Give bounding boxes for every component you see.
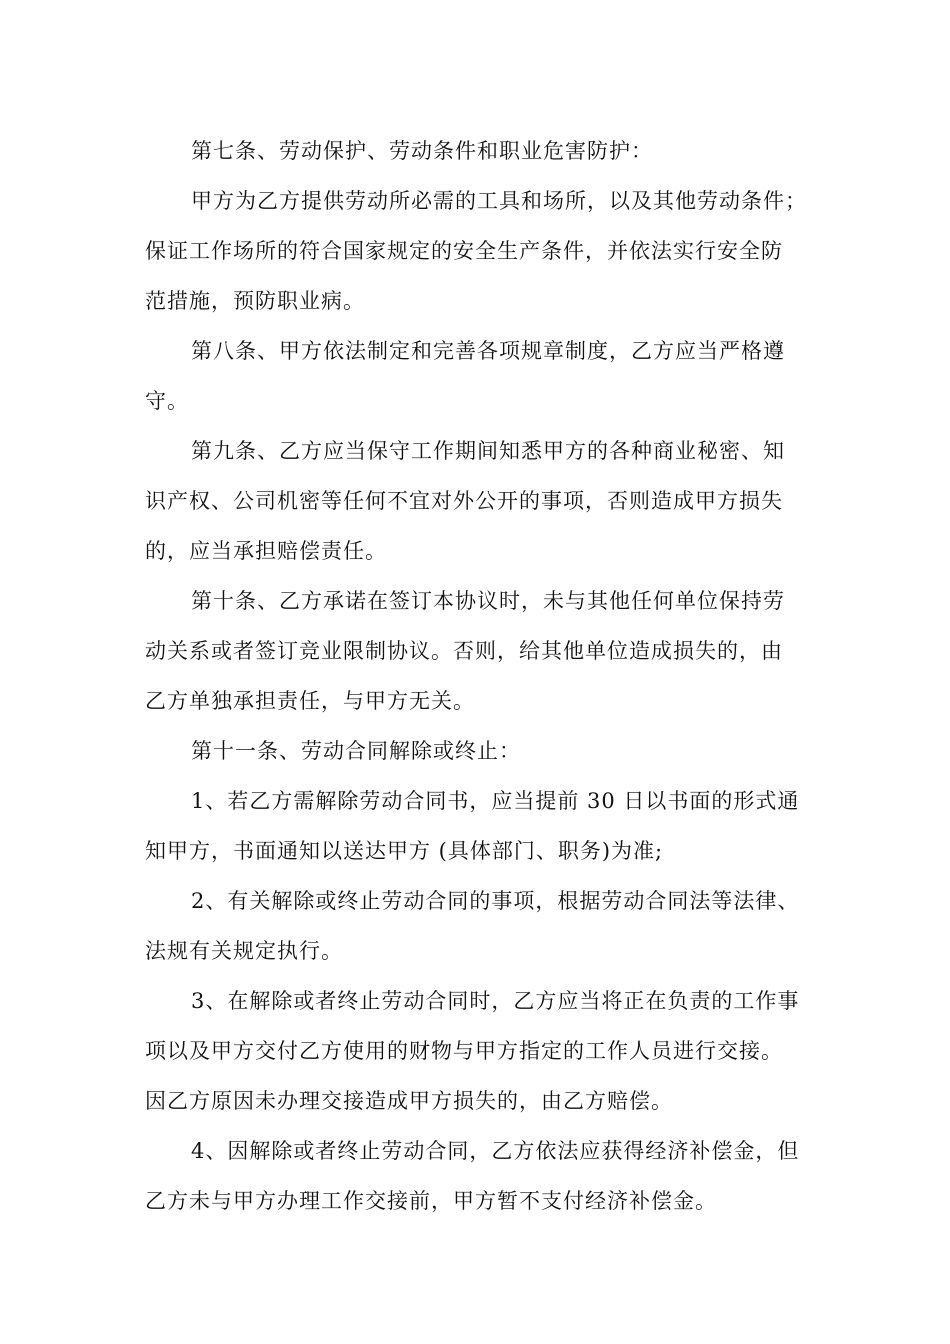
article-9-line-3: 的，应当承担赔偿责任。 — [145, 539, 387, 563]
article-7-text-line-1: 甲方为乙方提供劳动所必需的工具和场所，以及其他劳动条件； — [191, 189, 807, 213]
clause-3-line-3: 因乙方原因未办理交接造成甲方损失的，由乙方赔偿。 — [145, 1089, 673, 1113]
article-7-text-line-2: 保证工作场所的符合国家规定的安全生产条件，并依法实行安全防 — [145, 239, 783, 263]
document-body — [145, 126, 807, 1226]
article-7-heading: 第七条、劳动保护、劳动条件和职业危害防护： — [191, 139, 653, 163]
clause-1-line-2: 知甲方，书面通知以送达甲方 (具体部门、职务)为准; — [145, 839, 664, 863]
clause-2-line-1: 2、有关解除或终止劳动合同的事项，根据劳动合同法等法律、 — [191, 889, 800, 913]
article-10-line-2: 动关系或者签订竞业限制协议。否则，给其他单位造成损失的，由 — [145, 639, 783, 663]
article-7-text-line-3: 范措施，预防职业病。 — [145, 289, 365, 313]
article-9-line-2: 识产权、公司机密等任何不宜对外公开的事项，否则造成甲方损失 — [145, 489, 783, 513]
clause-2-line-2: 法规有关规定执行。 — [145, 939, 343, 963]
article-8-line-2: 守。 — [145, 389, 189, 413]
clause-3-line-2: 项以及甲方交付乙方使用的财物与甲方指定的工作人员进行交接。 — [145, 1039, 783, 1063]
article-11-heading: 第十一条、劳动合同解除或终止： — [191, 739, 521, 763]
clause-3-line-1: 3、在解除或者终止劳动合同时，乙方应当将正在负责的工作事 — [191, 989, 800, 1013]
clause-4-line-2: 乙方未与甲方办理工作交接前，甲方暂不支付经济补偿金。 — [145, 1189, 717, 1213]
article-10-line-1: 第十条、乙方承诺在签订本协议时，未与其他任何单位保持劳 — [191, 589, 785, 613]
article-8-line-1: 第八条、甲方依法制定和完善各项规章制度，乙方应当严格遵 — [191, 339, 785, 363]
clause-4-line-1: 4、因解除或者终止劳动合同，乙方依法应获得经济补偿金，但 — [191, 1139, 800, 1163]
article-10-line-3: 乙方单独承担责任，与甲方无关。 — [145, 689, 475, 713]
article-9-line-1: 第九条、乙方应当保守工作期间知悉甲方的各种商业秘密、知 — [191, 439, 785, 463]
clause-1-line-1: 1、若乙方需解除劳动合同书，应当提前 30 日以书面的形式通 — [191, 789, 800, 813]
